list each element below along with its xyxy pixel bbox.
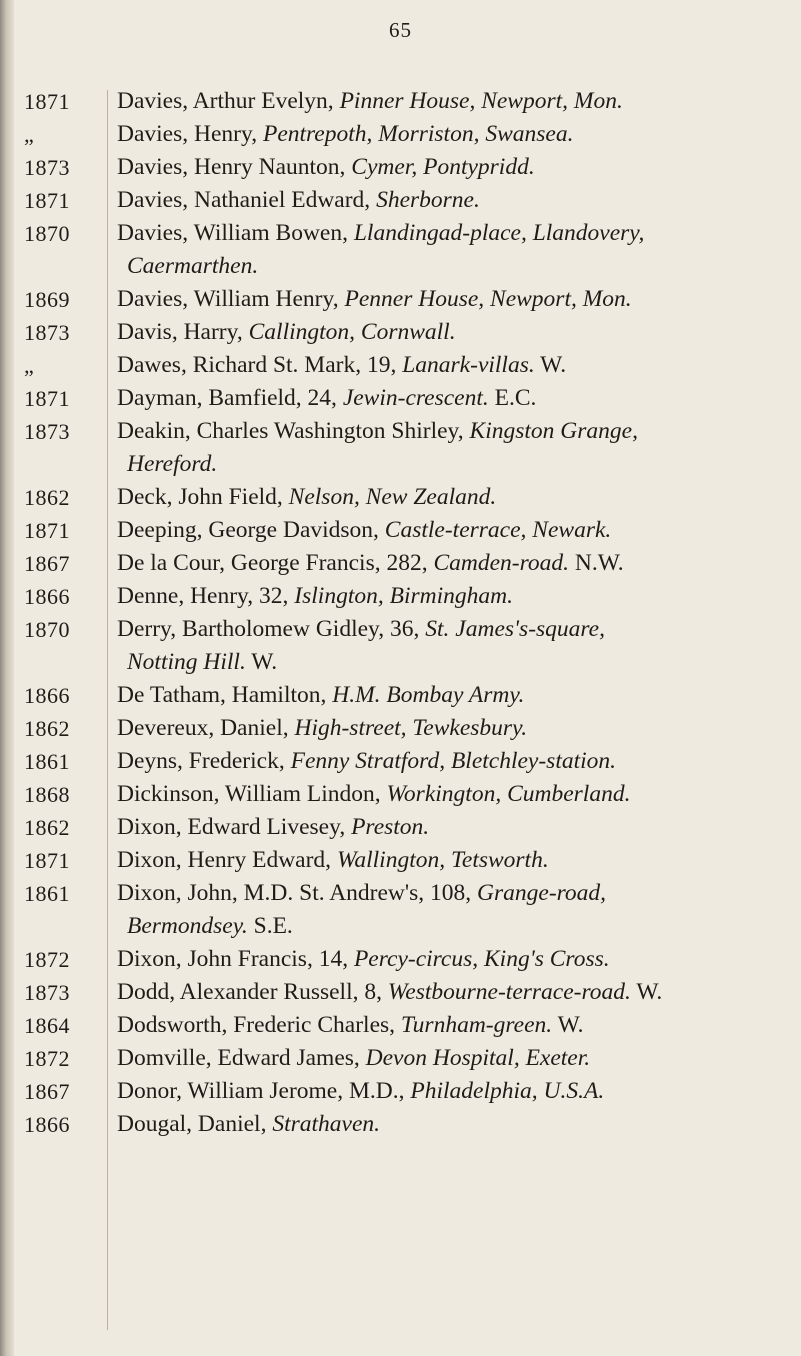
member-name: Deeping, George Davidson, xyxy=(117,517,385,543)
register-entry-continuation xyxy=(0,448,801,481)
member-address: Callington, Cornwall. xyxy=(248,319,456,345)
entry-year: 1871 xyxy=(24,518,70,543)
entry-year: 1864 xyxy=(24,1013,70,1038)
register-entry xyxy=(0,745,801,778)
member-name: De Tatham, Hamilton, xyxy=(117,682,333,708)
member-address: High-street, Tewkesbury. xyxy=(294,715,528,741)
entry-year: 1871 xyxy=(24,188,70,213)
register-entry xyxy=(0,943,801,976)
entry-year: 1870 xyxy=(24,617,70,642)
member-name: Dawes, Richard St. Mark, 19, xyxy=(117,352,403,378)
entry-text xyxy=(96,415,801,448)
entry-text xyxy=(96,217,801,250)
member-address: Grange-road, xyxy=(477,880,607,906)
entry-text xyxy=(96,1042,801,1075)
entry-year: 1873 xyxy=(24,320,70,345)
member-name: Dodd, Alexander Russell, 8, xyxy=(117,979,388,1005)
register-entry xyxy=(0,778,801,811)
register-entry-continuation xyxy=(0,250,801,283)
member-name: Dixon, John, M.D. St. Andrew's, 108, xyxy=(117,880,478,906)
register-entry xyxy=(0,547,801,580)
entry-year: 1872 xyxy=(24,947,70,972)
register-entry xyxy=(0,1009,801,1042)
entry-text xyxy=(96,910,801,943)
entry-year: 1867 xyxy=(24,551,70,576)
member-name: Dixon, John Francis, 14, xyxy=(117,946,354,972)
register-entry xyxy=(0,613,801,646)
entry-year: 1866 xyxy=(24,683,70,708)
entry-year: 1871 xyxy=(24,386,70,411)
entry-text xyxy=(96,382,801,415)
member-address: Bermondsey. xyxy=(127,913,248,939)
member-address: Kingston Grange, xyxy=(469,418,638,444)
entry-text xyxy=(96,118,801,151)
entry-text xyxy=(96,976,801,1009)
register-entries xyxy=(0,85,801,1141)
entry-text xyxy=(96,1009,801,1042)
member-name: Deck, John Field, xyxy=(117,484,289,510)
entry-text xyxy=(96,349,801,382)
member-address: Westbourne-terrace-road. xyxy=(387,979,631,1005)
entry-text xyxy=(96,514,801,547)
member-name: Dixon, Edward Livesey, xyxy=(117,814,352,840)
register-entry xyxy=(0,712,801,745)
entry-year: 1862 xyxy=(24,485,70,510)
member-address: Caermarthen. xyxy=(127,253,259,279)
entry-text xyxy=(96,316,801,349)
register-entry xyxy=(0,811,801,844)
entry-year: „ xyxy=(24,353,35,378)
member-address: Devon Hospital, Exeter. xyxy=(365,1045,591,1071)
register-entry xyxy=(0,514,801,547)
member-name: Dodsworth, Frederic Charles, xyxy=(117,1012,401,1038)
member-address: Islington, Birmingham. xyxy=(294,583,513,609)
entry-year: 1866 xyxy=(24,584,70,609)
member-address: Jewin-crescent. xyxy=(342,385,489,411)
register-entry xyxy=(0,1075,801,1108)
register-entry-continuation xyxy=(0,646,801,679)
member-name: Davis, Harry, xyxy=(117,319,249,345)
entry-text xyxy=(96,151,801,184)
entry-text xyxy=(96,448,801,481)
entry-text xyxy=(96,547,801,580)
member-address: H.M. Bombay Army. xyxy=(332,682,525,708)
entry-text xyxy=(96,1108,801,1141)
member-address: Nelson, New Zealand. xyxy=(288,484,497,510)
entry-year: 1870 xyxy=(24,221,70,246)
entry-text xyxy=(96,778,801,811)
member-address: Workington, Cumberland. xyxy=(386,781,631,807)
member-address: Percy-circus, King's Cross. xyxy=(353,946,610,972)
member-address: Pentrepoth, Morriston, Swansea. xyxy=(262,121,574,147)
register-entry-continuation xyxy=(0,910,801,943)
register-entry xyxy=(0,118,801,151)
register-entry xyxy=(0,151,801,184)
postal-district: E.C. xyxy=(488,385,537,411)
entry-text xyxy=(96,580,801,613)
member-address: Cymer, Pontypridd. xyxy=(351,154,535,180)
entry-text xyxy=(96,250,801,283)
entry-text xyxy=(96,283,801,316)
member-name: Davies, Arthur Evelyn, xyxy=(117,88,340,114)
entry-year: 1862 xyxy=(24,716,70,741)
member-address: Pinner House, Newport, Mon. xyxy=(339,88,623,114)
register-entry xyxy=(0,283,801,316)
register-entry xyxy=(0,1042,801,1075)
entry-text xyxy=(96,1075,801,1108)
entry-year: 1868 xyxy=(24,782,70,807)
postal-district: W. xyxy=(245,649,278,675)
entry-text xyxy=(96,85,801,118)
member-name: Denne, Henry, 32, xyxy=(117,583,295,609)
register-entry xyxy=(0,415,801,448)
member-address: Lanark-villas. xyxy=(402,352,535,378)
entry-text xyxy=(96,745,801,778)
postal-district: W. xyxy=(534,352,567,378)
member-address: Penner House, Newport, Mon. xyxy=(344,286,632,312)
member-address: Preston. xyxy=(351,814,430,840)
register-entry xyxy=(0,316,801,349)
register-entry xyxy=(0,877,801,910)
member-name: Donor, William Jerome, M.D., xyxy=(117,1078,411,1104)
member-name: Davies, Nathaniel Edward, xyxy=(117,187,377,213)
member-name: Deakin, Charles Washington Shirley, xyxy=(117,418,470,444)
member-address: Strathaven. xyxy=(272,1111,381,1137)
entry-text xyxy=(96,679,801,712)
member-address: Notting Hill. xyxy=(127,649,246,675)
member-name: Davies, Henry, xyxy=(117,121,263,147)
entry-year: 1872 xyxy=(24,1046,70,1071)
register-entry xyxy=(0,85,801,118)
entry-year: 1861 xyxy=(24,881,70,906)
entry-year: 1873 xyxy=(24,980,70,1005)
entry-year: 1873 xyxy=(24,419,70,444)
entry-text xyxy=(96,943,801,976)
register-entry xyxy=(0,679,801,712)
member-name: Dixon, Henry Edward, xyxy=(117,847,337,873)
entry-text xyxy=(96,184,801,217)
member-name: Davies, William Henry, xyxy=(117,286,345,312)
entry-text xyxy=(96,481,801,514)
member-name: Domville, Edward James, xyxy=(117,1045,366,1071)
page-number: 65 xyxy=(389,18,412,42)
member-name: Dayman, Bamfield, 24, xyxy=(117,385,343,411)
entry-text xyxy=(96,646,801,679)
member-name: Davies, William Bowen, xyxy=(117,220,354,246)
member-address: Sherborne. xyxy=(376,187,480,213)
member-address: St. James's-square, xyxy=(425,616,605,642)
entry-text xyxy=(96,844,801,877)
entry-year: 1861 xyxy=(24,749,70,774)
register-entry xyxy=(0,217,801,250)
member-address: Llandingad-place, Llandovery, xyxy=(353,220,645,246)
member-address: Philadelphia, U.S.A. xyxy=(410,1078,605,1104)
member-name: Davies, Henry Naunton, xyxy=(117,154,352,180)
entry-text xyxy=(96,613,801,646)
register-entry xyxy=(0,184,801,217)
register-entry xyxy=(0,580,801,613)
entry-text xyxy=(96,712,801,745)
entry-year: 1869 xyxy=(24,287,70,312)
member-address: Turnham-green. xyxy=(400,1012,553,1038)
postal-district: W. xyxy=(552,1012,584,1038)
entry-year: 1871 xyxy=(24,848,70,873)
entry-text xyxy=(96,877,801,910)
member-address: Wallington, Tetsworth. xyxy=(336,847,549,873)
member-address: Castle-terrace, Newark. xyxy=(384,517,612,543)
member-address: Hereford. xyxy=(127,451,218,477)
member-name: Dickinson, William Lindon, xyxy=(117,781,387,807)
member-address: Fenny Stratford, Bletchley-station. xyxy=(290,748,617,774)
entry-year: 1866 xyxy=(24,1112,70,1137)
entry-year: 1867 xyxy=(24,1079,70,1104)
register-entry xyxy=(0,382,801,415)
entry-year: 1862 xyxy=(24,815,70,840)
member-name: Deyns, Frederick, xyxy=(117,748,291,774)
register-entry xyxy=(0,844,801,877)
entry-year: „ xyxy=(24,122,35,147)
register-entry xyxy=(0,1108,801,1141)
member-address: Camden-road. xyxy=(433,550,570,576)
entry-year: 1873 xyxy=(24,155,70,180)
entry-text xyxy=(96,811,801,844)
postal-district: S.E. xyxy=(247,913,293,939)
member-name: Derry, Bartholomew Gidley, 36, xyxy=(117,616,426,642)
member-name: Dougal, Daniel, xyxy=(117,1111,273,1137)
member-name: De la Cour, George Francis, 282, xyxy=(117,550,434,576)
register-entry xyxy=(0,976,801,1009)
entry-year: 1871 xyxy=(24,89,70,114)
register-entry xyxy=(0,349,801,382)
register-entry xyxy=(0,481,801,514)
postal-district: N.W. xyxy=(569,550,624,576)
member-name: Devereux, Daniel, xyxy=(117,715,295,741)
postal-district: W. xyxy=(630,979,663,1005)
